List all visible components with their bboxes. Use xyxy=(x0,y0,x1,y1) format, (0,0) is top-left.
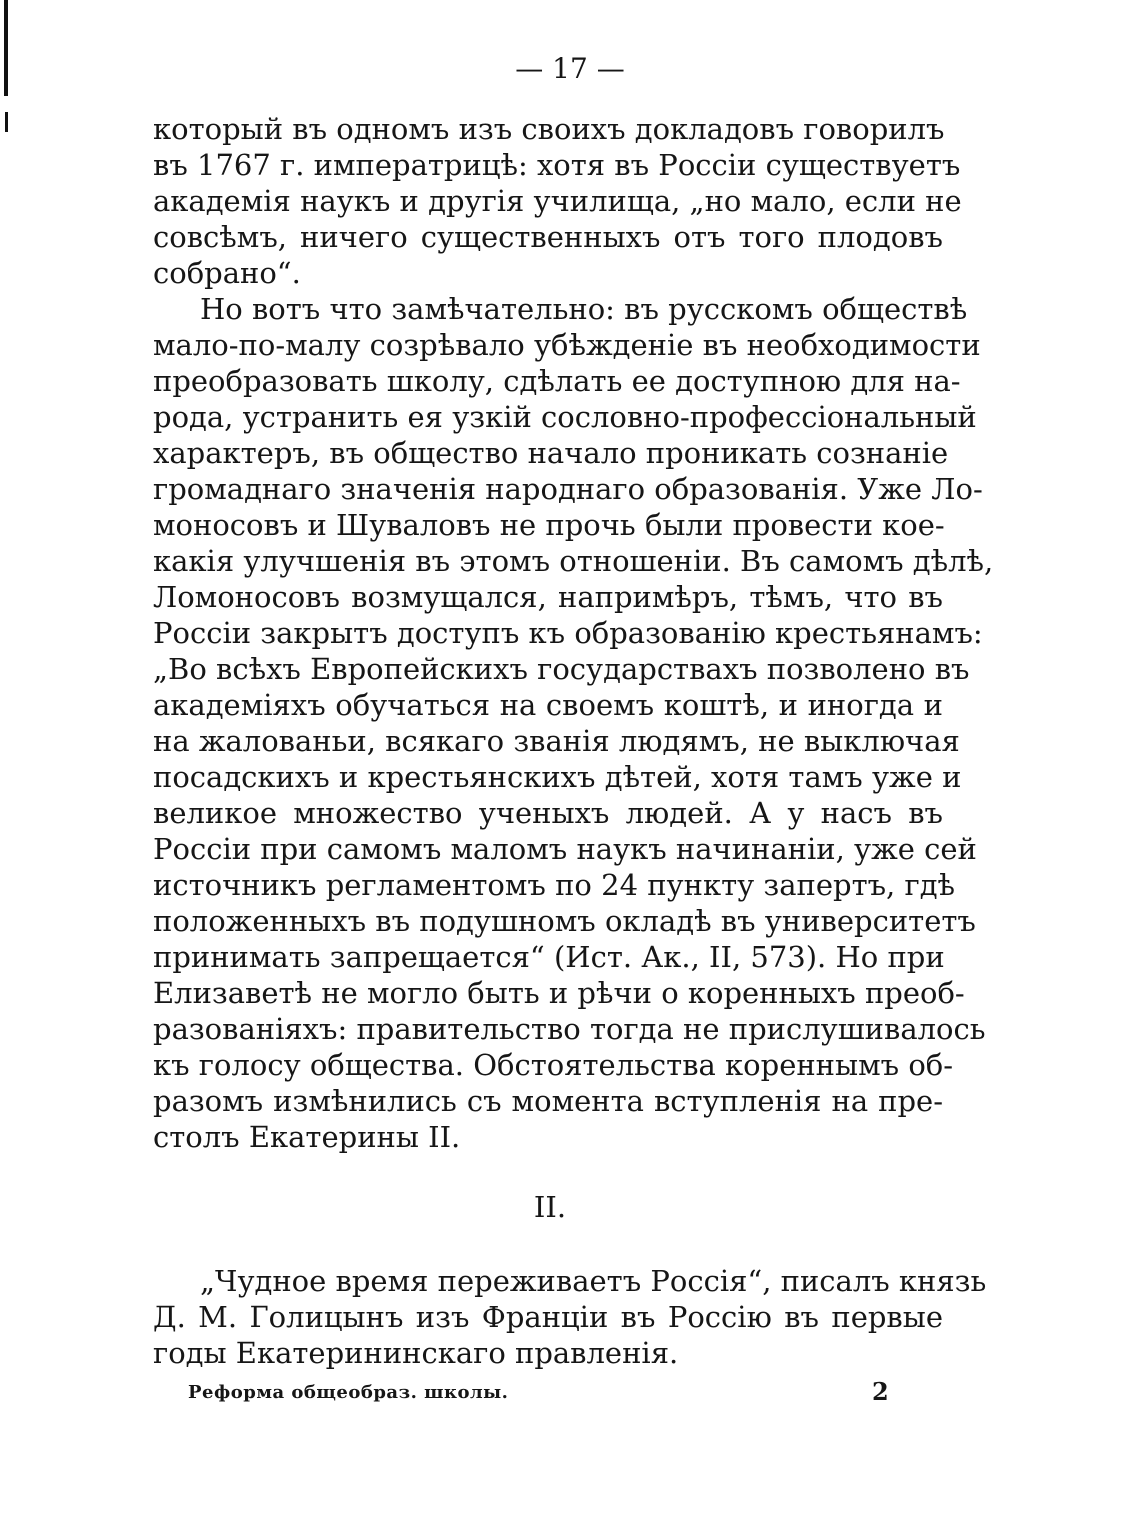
text-line: источникъ регламентомъ по 24 пункту запертъ, гдѣ xyxy=(153,868,956,902)
page-number: — 17 — xyxy=(515,52,625,85)
text-line: Ломоносовъ возмущался, напримѣръ, тѣмъ, что въ xyxy=(153,580,943,614)
text-line: Д. М. Голицынъ изъ Франціи въ Россію въ первые xyxy=(153,1300,943,1334)
text-line: въ 1767 г. императрицѣ: хотя въ Россіи существуетъ xyxy=(153,148,961,182)
text-line: рода, устранить ея узкій сословно-профессіональный xyxy=(153,400,977,434)
text-line: моносовъ и Шуваловъ не прочь были провести кое- xyxy=(153,508,945,542)
text-line: преобразовать школу, сдѣлать ее доступною для на- xyxy=(153,364,961,398)
text-line: столъ Екатерины II. xyxy=(153,1120,461,1154)
text-line: собрано“. xyxy=(153,256,301,290)
text-line: Елизаветѣ не могло быть и рѣчи о коренныхъ преоб- xyxy=(153,976,965,1010)
signature-mark: 2 xyxy=(872,1377,889,1406)
text-line: „Чудное время переживаетъ Россія“, писалъ князь xyxy=(200,1264,987,1298)
text-line: мало-по-малу созрѣвало убѣжденіе въ необходимости xyxy=(153,328,981,362)
text-line: Россіи закрытъ доступъ къ образованію крестьянамъ: xyxy=(153,616,983,650)
text-line: на жалованьи, всякаго званія людямъ, не выключая xyxy=(153,724,960,758)
text-line: какія улучшенія въ этомъ отношеніи. Въ самомъ дѣлѣ, xyxy=(153,544,994,578)
text-line: разомъ измѣнились съ момента вступленія на пре- xyxy=(153,1084,943,1118)
footer-book-title: Реформа общеобраз. школы. xyxy=(188,1382,509,1403)
text-line: къ голосу общества. Обстоятельства кореннымъ об- xyxy=(153,1048,954,1082)
text-line: академія наукъ и другія училища, „но мало, если не xyxy=(153,184,962,218)
text-line: Но вотъ что замѣчательно: въ русскомъ обществѣ xyxy=(200,292,968,326)
text-line: совсѣмъ, ничего существенныхъ отъ того плодовъ xyxy=(153,220,943,254)
text-line: академіяхъ обучаться на своемъ коштѣ, и иногда и xyxy=(153,688,943,722)
binding-edge-mark xyxy=(5,112,8,132)
section-heading: II. xyxy=(533,1190,567,1224)
text-line: разованіяхъ: правительство тогда не прислушивалось xyxy=(153,1012,986,1046)
text-line: великое множество ученыхъ людей. А у насъ въ xyxy=(153,796,943,830)
text-line: посадскихъ и крестьянскихъ дѣтей, хотя тамъ уже и xyxy=(153,760,962,794)
text-line: положенныхъ въ подушномъ окладѣ въ университетъ xyxy=(153,904,976,938)
text-line: Россіи при самомъ маломъ наукъ начинаніи, уже сей xyxy=(153,832,977,866)
text-line: который въ одномъ изъ своихъ докладовъ говорилъ xyxy=(153,112,945,146)
text-line: „Во всѣхъ Европейскихъ государствахъ позволено въ xyxy=(153,652,970,686)
text-line: характеръ, въ общество начало проникать сознаніе xyxy=(153,436,949,470)
text-line: принимать запрещается“ (Ист. Ак., II, 573). Но при xyxy=(153,940,945,974)
text-line: громаднаго значенія народнаго образованія. Уже Ло- xyxy=(153,472,983,506)
text-line: годы Екатерининскаго правленія. xyxy=(153,1336,679,1370)
